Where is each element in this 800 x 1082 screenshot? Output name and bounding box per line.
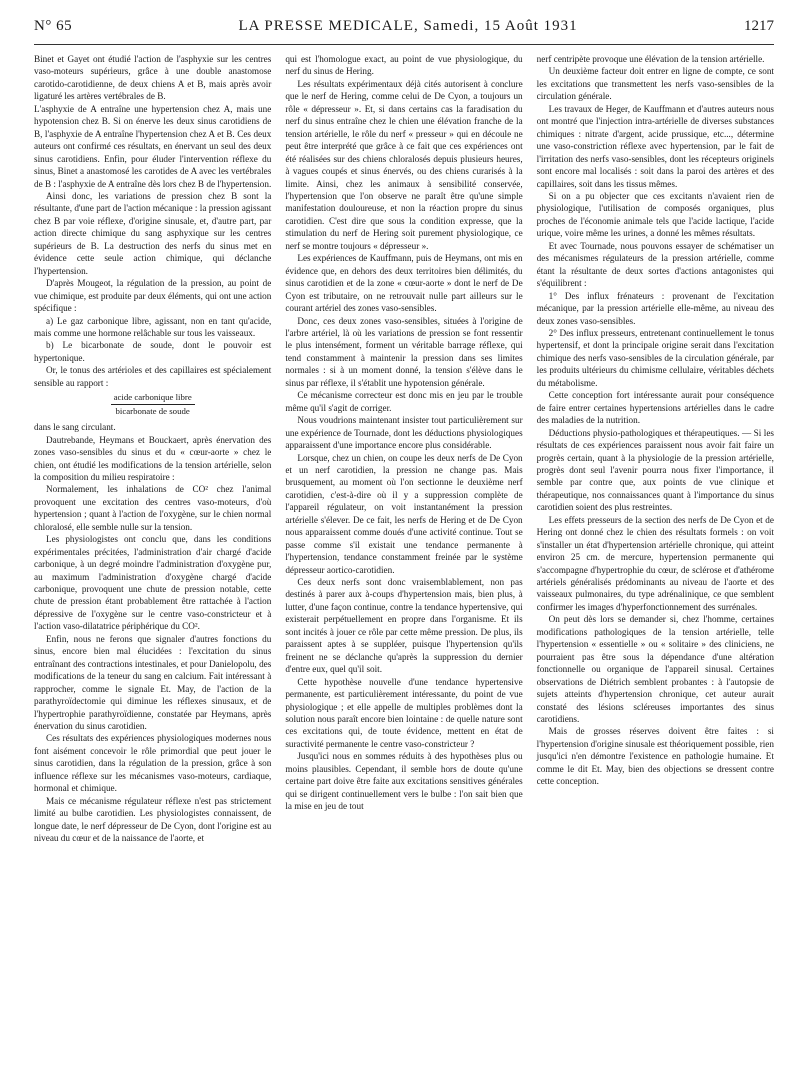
paragraph: Les travaux de Heger, de Kauffmann et d'autres auteurs nous ont montré que l'injection intra-artérielle de diverses substances chimiques : nitrate d'argent, acide prussique, etc..., détermine une vaso-constriction réflexe avec hypertension, par le fait de l'irritation des nerfs vaso-sensibles, dont les récepteurs originels sont encore mal localisés : soit dans la paroi des artères et des capillaires, soit dans les tissus mêmes. xyxy=(536,103,774,189)
article-columns xyxy=(34,53,774,845)
page-number: 1217 xyxy=(744,18,774,34)
paragraph: On peut dès lors se demander si, chez l'homme, certaines modifications pathologiques de la tension artérielle, telle l'hypertension « essentielle » ou « solitaire » des cliniciens, ne pourraient pas être sous la dépendance d'une altération fonctionnelle ou organique de l'appareil sinusal. Certaines observations de Diétrich semblent probantes : à l'autopsie de sujets atteints d'hypertension chronique, cet auteur aurait constaté des lésions scléreuses importantes des sinus carotidiens. xyxy=(536,614,774,725)
paragraph: Les physiologistes ont conclu que, dans les conditions expérimentales précitées, l'administration d'air chargé d'acide carbonique, à un degré moindre l'administration d'oxygène pur, au maximum l'administration d'oxygène chargé d'acide carbonique, provoquent une chute de pression notable, cette chute de pression étant probablement être rattachée à l'action dépressive de l'oxygène sur le centre vaso-constricteur et à l'action vaso-dilatatrice périphérique du CO². xyxy=(34,534,272,632)
paragraph: Nous voudrions maintenant insister tout particulièrement sur une expérience de Tournade, dont les déductions physiologiques apparaissent d'une importance encore plus considérable. xyxy=(285,415,523,451)
paragraph: nerf centripète provoque une élévation de la tension artérielle. xyxy=(536,54,765,64)
paragraph: Ces résultats des expériences physiologiques modernes nous font aisément concevoir le rôle primordial que peut jouer le sinus carotidien, dans la régulation de la pression, grâce à son influence réflexe sur les mécanismes vaso-moteurs, cardiaque, hormonal et chimique. xyxy=(34,733,272,794)
paragraph: Normalement, les inhalations de CO² chez l'animal provoquent une excitation des centres vaso-moteurs, d'où hypertension ; quant à l'action de l'oxygène, sur le chien normal chloralosé, elle semble nulle sur la tension. xyxy=(34,484,272,532)
paragraph: Or, le tonus des artérioles et des capillaires est spécialement sensible au rapport : xyxy=(34,365,272,388)
paragraph: Binet et Gayet ont étudié l'action de l'asphyxie sur les centres vaso-moteurs supérieurs, grâce à une double anastomose carotido-carotidienne, de deux chiens A et B, mais après avoir ligaturé les artères vertébrales de B. xyxy=(34,54,272,102)
paragraph: Ce mécanisme correcteur est donc mis en jeu par le trouble même qu'il s'agit de corriger. xyxy=(285,390,523,413)
paragraph: Les résultats expérimentaux déjà cités autorisent à conclure que le nerf de Hering, comme celui de De Cyon, a toujours un rôle « dépresseur ». Et, si dans certains cas la faradisation du nerf du sinus entraîne chez le chien une élévation franche de la tension artérielle, le rôle du nerf « presseur » qui en découle ne peut être interprété que grâce à ce fait que ces expériences ont été réalisées sur des chiens chloralosés depuis plusieurs heures, à vagues coupés et sinus énervés, ou des chiens curarisés à la limite. Ainsi, chez les animaux à sensibilité conservée, l'hypertension que l'on observe ne paraît être qu'une simple manifestation douloureuse, et non la réaction propre du sinus carotidien. C'est dire que sous la condition expresse, que la stimulation du nerf de Hering soit purement physiologique, ce nerf se montre toujours « dépresseur ». xyxy=(285,78,523,251)
paragraph: qui est l'homologue exact, au point de vue physiologique, du nerf du sinus de Hering. xyxy=(285,54,523,77)
issue-number: N° 65 xyxy=(34,18,73,34)
fraction-numerator: acide carbonique libre xyxy=(111,391,195,404)
paragraph: D'après Mougeot, la régulation de la pression, au point de vue chimique, est produite par deux éléments, qui ont une action spécifique : xyxy=(34,278,272,314)
paragraph: Et avec Tournade, nous pouvons essayer de schématiser un des mécanismes régulateurs de la pression artérielle, comme étant la résultante de deux sortes d'actions antagonistes qui s'équilibrent : xyxy=(536,240,774,289)
column-1 xyxy=(34,53,271,845)
paragraph: Si on a pu objecter que ces excitants n'avaient rien de physiologique, l'utilisation de composés organiques, plus proches de l'économie animale tels que l'acide lactique, l'acide urique, voire même les urines, a donné les mêmes résultats. xyxy=(536,190,774,239)
paragraph: Les effets presseurs de la section des nerfs de De Cyon et de Hering ont donné chez le chien des résultats formels : on voit s'installer un état d'hypertension artérielle chronique, qui atteint environ 25 cm. de mercure, hypertension permanente qui s'accompagne d'hypertrophie du cœur, de sclérose et d'athérome artériels généralisés prédominants au niveau de l'aorte et des vaisseaux pulmonaires, du type adrénalinique, ce que semblent confirmer les images d'hyperfonctionnement des surrénales. xyxy=(536,514,774,612)
paragraph: 2° Des influx presseurs, entretenant continuellement le tonus hypertensif, et dont la principale origine serait dans l'excitation chimique des nerfs vaso-sensibles de la circulation générale, par les produits ultérieurs du chimisme cellulaire, véritables déchets du métabolisme. xyxy=(536,327,774,388)
paragraph: Ainsi donc, les variations de pression chez B sont la résultante, d'une part de l'action mécanique : la pression agissant chez B par voie réflexe, d'origine sinusale, et, d'autre part, par action directe chimique du sang asphyxique sur les centres supérieurs de B. La destruction des nerfs du sinus met en évidence cette seule action chimique, qui déclanche l'hypertension. xyxy=(34,190,272,276)
paragraph: Dautrebande, Heymans et Bouckaert, après énervation des zones vaso-sensibles du sinus et du « cœur-aorte » chez le chien, ont étudié les modifications de la tension artérielle, selon la composition du milieu respiratoire : xyxy=(34,434,272,482)
paragraph: b) Le bicarbonate de soude, dont le pouvoir est hypertonique. xyxy=(34,340,272,363)
paragraph: Enfin, nous ne ferons que signaler d'autres fonctions du sinus, encore bien mal élucidées : l'excitation du sinus entraînant des contractions intestinales, et pour Danielopolu, des modifications de la teneur du sang en calcium. Fait intéressant à rapprocher, comme le signale Et. May, de l'action de la parathyroïdectomie qui diminue les réflexes sinusaux, et de l'hypertrophie parathyroïdienne, constatée par Heymans, après énervation du sinus carotidien. xyxy=(34,633,272,732)
paragraph: Ces deux nerfs sont donc vraisemblablement, non pas destinés à parer aux à-coups d'hypertension mais, bien plus, à lutter, d'une façon continue, contre la tendance hypertensive, qui existerait perpétuellement en propre dans l'organisme. Et ils sont incités à jouer ce rôle par cette même pression. De plus, ils paraissent aptes à se suppléer, puisque l'hypertension qu'ils freinent ne se déclanche qu'après la suppression du dernier d'entre eux, quel qu'il soit. xyxy=(285,577,523,675)
column-3 xyxy=(537,53,774,845)
ratio-fraction xyxy=(34,391,271,417)
paragraph: 1° Des influx frénateurs : provenant de l'excitation mécanique, par la pression artérielle elle-même, au niveau des deux zones vaso-sensibles. xyxy=(536,290,774,326)
paragraph: Les expériences de Kauffmann, puis de Heymans, ont mis en évidence que, en dehors des deux territoires bien délimités, du sinus carotidien et de la zone « cœur-aorte » dont le nerf de De Cyon est tributaire, on ne retrouvait nulle part ailleurs sur le courant artériel des zones vaso-sensibles. xyxy=(285,253,523,314)
paragraph: dans le sang circulant. xyxy=(34,422,116,433)
fraction-denominator: bicarbonate de soude xyxy=(115,405,190,416)
paragraph: Mais de grosses réserves doivent être faites : si l'hypertension d'origine sinusale est théoriquement possible, rien jusqu'ici n'en démontre l'existence en pathologie humaine. Et comme le dit Et. May, bien des objections se dressent contre cette conception. xyxy=(536,726,774,787)
paragraph: Un deuxième facteur doit entrer en ligne de compte, ce sont les excitations que transmettent les nerfs vaso-sensibles de la circulation générale. xyxy=(536,66,774,102)
paragraph: Déductions physio-pathologiques et thérapeutiques. — Si les résultats de ces expériences paraissent nous avoir fait faire un progrès certain, quant à la physiologie de la pression artérielle, progrès dont seul l'avenir pourra nous fixer l'importance, il semble par contre que, aux points de vue clinique et thérapeutique, nos connaissances quant à l'importance du sinus carotidien soient des plus restreintes. xyxy=(536,427,774,513)
paragraph: Cette hypothèse nouvelle d'une tendance hypertensive permanente, est particulièrement intéressante, du point de vue physiologique ; et elle appelle de multiples problèmes dont la solution nous paraît encore bien lointaine : de quelle nature sont ces excitations qui, de toute évidence, mettent en état de suractivité permanente le centre vaso-constricteur ? xyxy=(285,676,523,749)
paragraph: Cette conception fort intéressante aurait pour conséquence de faire entrer certaines hypertensions artérielles dans le cadre des maladies de la nutrition. xyxy=(536,390,774,426)
column-2 xyxy=(285,53,522,845)
paragraph: Mais ce mécanisme régulateur réflexe n'est pas strictement limité au bulbe carotidien. Les physiologistes connaissent, de longue date, le nerf dépresseur de De Cyon, dont l'origine est au niveau du cœur et de la naissance de l'aorte, et xyxy=(34,795,272,844)
paragraph: L'asphyxie de A entraîne une hypertension chez A, mais une hypotension chez B. Si on énerve les deux sinus carotidiens de B, l'asphyxie de A entraîne l'hypertension chez A et B. Ces deux auteurs ont confirmé ces résultats, en énervant un seul des deux sinus carotidiens. Enfin, pour éluder l'intervention réflexe du sinus, Binet a anastomosé les carotides de A avec les vertébrales de B : l'asphyxie de A entraîne dès lors chez B de l'hypertension. xyxy=(34,103,272,189)
page-header xyxy=(34,18,774,45)
journal-title: LA PRESSE MEDICALE, Samedi, 15 Août 1931 xyxy=(238,18,578,34)
paragraph: Donc, ces deux zones vaso-sensibles, situées à l'origine de l'arbre artériel, là où les variations de pression se font ressentir le plus intensément, forment un véritable barrage réflexe, qui tend constamment à maintenir la pression dans ses limites normales : si à un moment donné, la tension s'élève dans le sinus par réflexe, il s'établit une hypotension générale. xyxy=(285,315,523,388)
paragraph: Jusqu'ici nous en sommes réduits à des hypothèses plus ou moins plausibles. Cependant, il semble hors de doute qu'une certaine part doive être faite aux excitations sensitives générales qui se dirigent continuellement vers le bulbe : l'on sait bien que la mise en jeu de tout xyxy=(285,751,523,812)
paragraph: a) Le gaz carbonique libre, agissant, non en tant qu'acide, mais comme une hormone relâchable sur tous les vaisseaux. xyxy=(34,315,272,338)
paragraph: Lorsque, chez un chien, on coupe les deux nerfs de De Cyon et un nerf carotidien, la pression ne change pas. Mais brusquement, au moment où l'on sectionne le deuxième nerf carotidien, c'est-à-dire où il y a suppression complète de l'appareil régulateur, on voit instantanément la pression artérielle s'élever. De ce fait, les nerfs de Hering et de De Cyon nous apparaissent comme doués d'une activité continue. Tout se passe comme s'il existait une tendance permanente à l'hypertension, tendance constamment freinée par le système dépresseur aortico-carotidien. xyxy=(285,452,523,575)
